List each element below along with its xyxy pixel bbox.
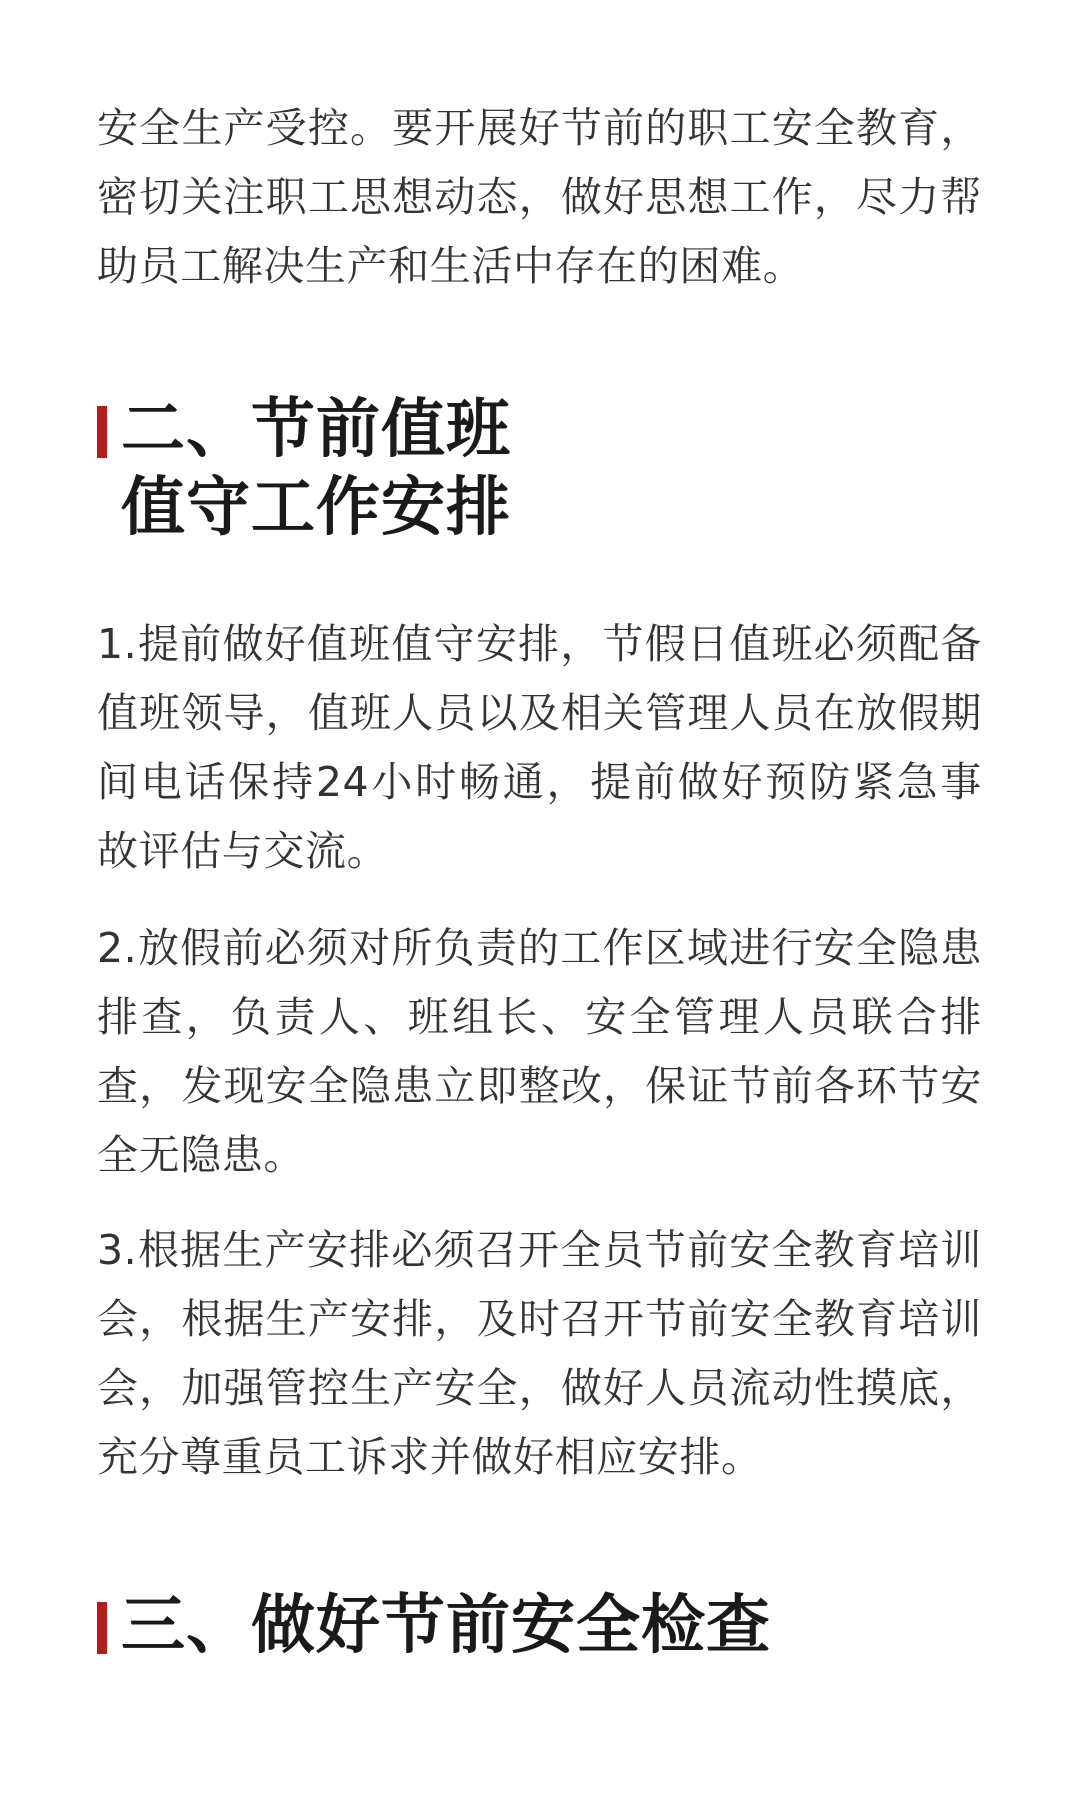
section-2-item-1: 1.提前做好值班值守安排，节假日值班必须配备值班领导，值班人员以及相关管理人员在放假期间电话保持24小时畅通，提前做好预防紧急事故评估与交流。 [97, 620, 982, 875]
section-2-title-line1: 二、节前值班 [121, 393, 511, 467]
section-2-item-3: 3.根据生产安排必须召开全员节前安全教育培训会，根据生产安排，及时召开节前安全教育培训会，加强管控生产安全，做好人员流动性摸底，充分尊重员工诉求并做好相应安排。 [97, 1226, 982, 1481]
section-3-heading [97, 1588, 982, 1668]
section-2-heading [97, 392, 982, 552]
section-2-item-2: 2.放假前必须对所负责的工作区域进行安全隐患排查，负责人、班组长、安全管理人员联合排查，发现安全隐患立即整改，保证节前各环节安全无隐患。 [97, 924, 982, 1179]
section-2-title-line2: 值守工作安排 [121, 471, 511, 545]
heading-accent-bar [97, 1602, 107, 1654]
section-3-title: 三、做好节前安全检查 [121, 1589, 771, 1663]
intro-paragraph: 安全生产受控。要开展好节前的职工安全教育，密切关注职工思想动态，做好思想工作，尽力帮助员工解决生产和生活中存在的困难。 [97, 104, 982, 290]
heading-accent-bar [97, 406, 107, 458]
